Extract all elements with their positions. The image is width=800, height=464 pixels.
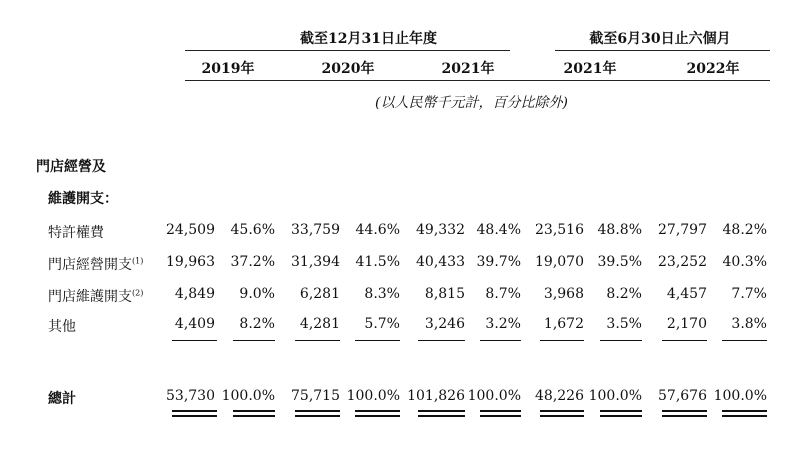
subtotal-rule — [480, 340, 521, 341]
section-title-line2: 維護開支： — [48, 191, 118, 207]
row-label-text: 特許權費 — [48, 225, 104, 241]
row-label-others — [48, 316, 76, 336]
total-cell: 100.0% — [221, 388, 275, 404]
row-label-text: 其他 — [48, 319, 76, 335]
row-label-text: 門店維護開支 — [48, 289, 132, 305]
header-rule-fiscal-year — [185, 50, 510, 51]
year-header-rule — [185, 80, 770, 81]
header-group-fiscal-year: 截至12月31日止年度 — [300, 31, 437, 47]
table-cell: 31,394 — [291, 254, 340, 270]
total-double-rule — [418, 410, 465, 412]
table-cell: 48.8% — [597, 222, 642, 238]
table-cell: 48.2% — [722, 222, 767, 238]
table-cell: 3,968 — [543, 286, 584, 302]
total-double-rule — [233, 410, 275, 412]
table-cell: 19,070 — [535, 254, 584, 270]
row-label-text: 門店經營開支 — [48, 257, 132, 273]
total-double-rule — [295, 410, 340, 412]
table-cell: 33,759 — [291, 222, 340, 238]
total-double-rule — [600, 410, 642, 412]
table-cell: 5.7% — [364, 316, 400, 332]
subtotal-rule — [355, 340, 400, 341]
total-cell: 100.0% — [588, 388, 642, 404]
table-cell: 4,849 — [174, 286, 215, 302]
year-header-2021-six-months: 2021年 — [563, 61, 617, 77]
total-double-rule — [722, 415, 767, 417]
table-cell: 6,281 — [299, 286, 340, 302]
subtotal-rule — [233, 340, 275, 341]
table-cell: 3,246 — [424, 316, 465, 332]
table-cell: 40.3% — [722, 254, 767, 270]
section-title-line1: 門店經營及 — [36, 159, 106, 175]
total-cell: 57,676 — [658, 388, 707, 404]
total-cell: 100.0% — [713, 388, 767, 404]
row-label-store-operating-expenses — [48, 254, 143, 274]
total-double-rule — [480, 410, 521, 412]
subtotal-rule — [172, 340, 217, 341]
table-cell: 4,457 — [666, 286, 707, 302]
table-cell: 8,815 — [424, 286, 465, 302]
row-label-franchise-fees — [48, 222, 104, 242]
total-cell: 53,730 — [166, 388, 215, 404]
table-cell: 27,797 — [658, 222, 707, 238]
total-double-rule — [600, 415, 642, 417]
table-cell: 3.5% — [606, 316, 642, 332]
table-cell: 39.5% — [597, 254, 642, 270]
total-double-rule — [355, 415, 400, 417]
table-cell: 45.6% — [230, 222, 275, 238]
table-cell: 4,281 — [299, 316, 340, 332]
table-cell: 48.4% — [476, 222, 521, 238]
subtotal-rule — [600, 340, 642, 341]
total-label: 總計 — [48, 391, 76, 407]
total-cell: 48,226 — [535, 388, 584, 404]
header-rule-six-months — [555, 50, 770, 51]
year-header-2020: 2020年 — [321, 61, 375, 77]
subtotal-rule — [418, 340, 465, 341]
table-cell: 24,509 — [166, 222, 215, 238]
footnote-marker: (1) — [132, 256, 144, 266]
table-cell: 8.2% — [606, 286, 642, 302]
table-cell: 23,516 — [535, 222, 584, 238]
year-header-2022-six-months: 2022年 — [686, 61, 740, 77]
total-double-rule — [722, 410, 767, 412]
total-double-rule — [418, 415, 465, 417]
table-cell: 37.2% — [230, 254, 275, 270]
subtotal-rule — [722, 340, 767, 341]
total-double-rule — [233, 415, 275, 417]
table-cell: 23,252 — [658, 254, 707, 270]
subtotal-rule — [540, 340, 584, 341]
total-double-rule — [662, 410, 707, 412]
subtotal-rule — [662, 340, 707, 341]
table-cell: 49,332 — [416, 222, 465, 238]
total-double-rule — [355, 410, 400, 412]
table-cell: 8.3% — [364, 286, 400, 302]
table-cell: 9.0% — [239, 286, 275, 302]
total-cell: 100.0% — [467, 388, 521, 404]
row-label-store-maintenance-expenses — [48, 286, 143, 306]
subtotal-rule — [295, 340, 340, 341]
total-double-rule — [662, 415, 707, 417]
total-cell: 75,715 — [291, 388, 340, 404]
table-cell: 19,963 — [166, 254, 215, 270]
total-cell: 101,826 — [407, 388, 465, 404]
footnote-marker: (2) — [132, 288, 144, 298]
total-double-rule — [172, 415, 217, 417]
total-double-rule — [172, 410, 217, 412]
total-double-rule — [540, 410, 584, 412]
table-cell: 44.6% — [355, 222, 400, 238]
unit-note: (以人民幣千元計，百分比除外) — [375, 95, 568, 111]
table-cell: 4,409 — [174, 316, 215, 332]
table-cell: 1,672 — [543, 316, 584, 332]
total-cell: 100.0% — [346, 388, 400, 404]
table-cell: 2,170 — [666, 316, 707, 332]
table-cell: 7.7% — [731, 286, 767, 302]
table-cell: 41.5% — [355, 254, 400, 270]
table-cell: 3.8% — [731, 316, 767, 332]
table-cell: 8.7% — [485, 286, 521, 302]
total-double-rule — [295, 415, 340, 417]
table-cell: 8.2% — [239, 316, 275, 332]
year-header-2021: 2021年 — [441, 61, 495, 77]
total-double-rule — [480, 415, 521, 417]
year-header-2019: 2019年 — [201, 61, 255, 77]
header-group-six-months: 截至6月30日止六個月 — [589, 31, 731, 47]
table-cell: 40,433 — [416, 254, 465, 270]
total-double-rule — [540, 415, 584, 417]
table-cell: 39.7% — [476, 254, 521, 270]
table-cell: 3.2% — [485, 316, 521, 332]
